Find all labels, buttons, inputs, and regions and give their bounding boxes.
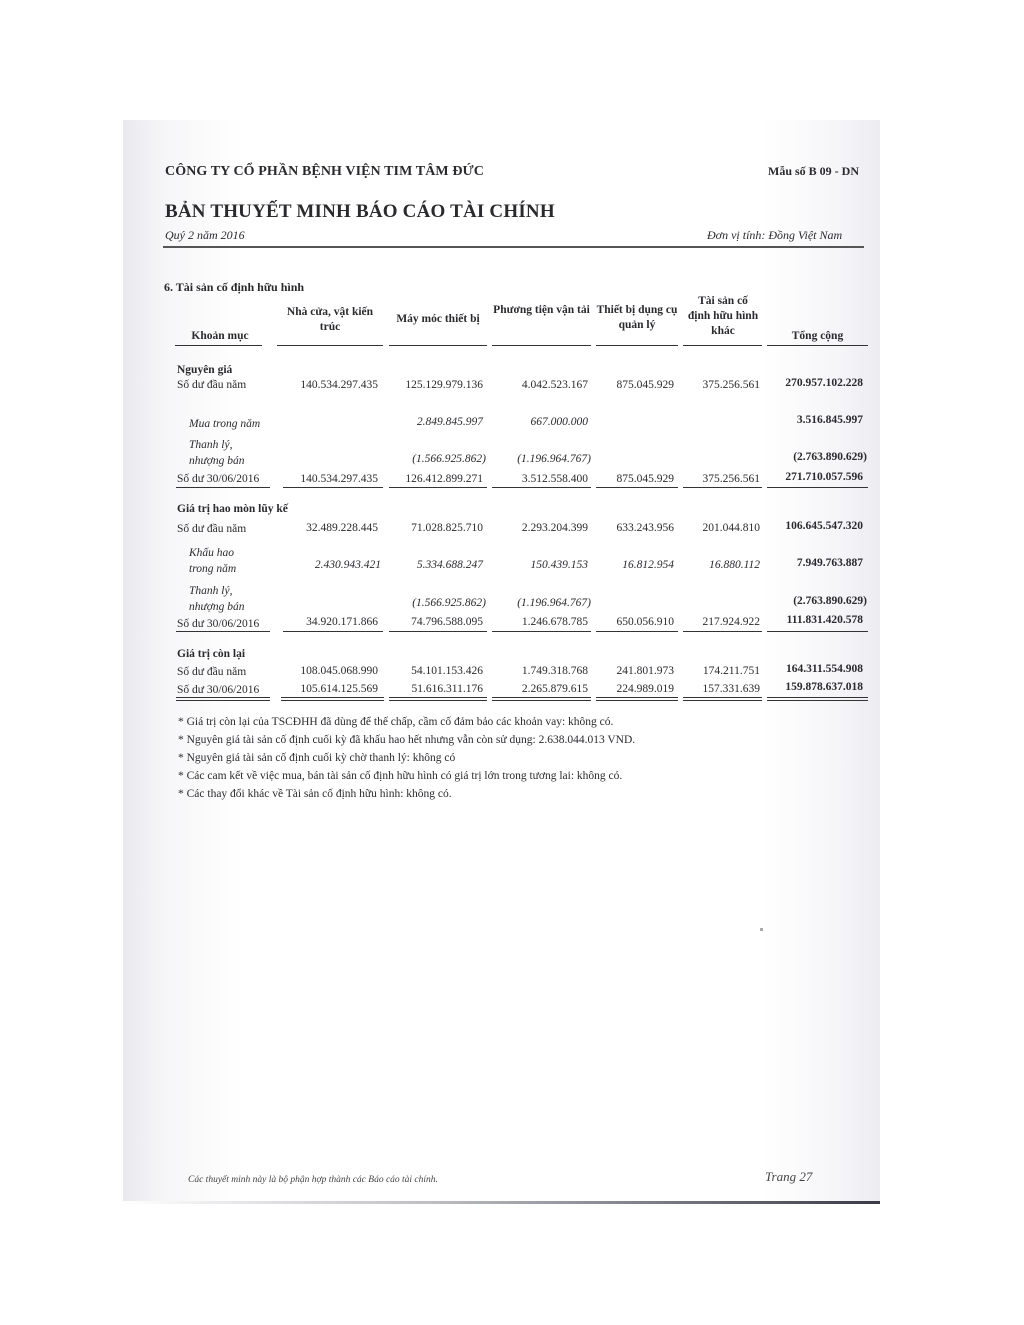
cell-machinery: (1.566.925.862) [412, 597, 486, 609]
group-title-cost: Nguyên giá [177, 364, 233, 376]
cell-machinery: 71.028.825.710 [411, 522, 483, 534]
cell-machinery: 126.412.899.271 [405, 473, 483, 485]
cell-vehicles: 1.749.318.768 [521, 665, 588, 677]
double-underline [389, 697, 487, 701]
report-period: Quý 2 năm 2016 [165, 228, 245, 242]
row-label: Số dư 30/06/2016 [177, 618, 260, 630]
row-underline [596, 631, 678, 632]
cell-other-assets: 16.880.112 [709, 559, 760, 571]
group-title-depreciation: Giá trị hao mòn lũy kế [177, 503, 288, 515]
cell-machinery: 2.849.845.997 [416, 416, 483, 428]
row-underline [283, 631, 383, 632]
cell-total: 7.949.763.887 [796, 557, 863, 569]
note-item: * Giá trị còn lại của TSCĐHH đã dùng để thế chấp, cầm cố đảm bảo các khoản vay: không có. [178, 716, 614, 728]
col-header-buildings: Nhà cửa, vật kiến trúc [286, 306, 374, 333]
cell-machinery: (1.566.925.862) [412, 453, 486, 465]
cell-vehicles: 2.265.879.615 [521, 683, 588, 695]
note-item: * Các cam kết về việc mua, bán tài sản cố định hữu hình có giá trị lớn trong tương lai: không có. [178, 770, 623, 782]
cell-other-assets: 375.256.561 [702, 473, 760, 485]
header-underline [767, 345, 868, 346]
row-label: Số dư đầu năm [177, 379, 247, 391]
col-header-item: Khoản mục [191, 330, 249, 342]
col-header-office-equipment: Thiết bị dụng cụ quản lý [596, 304, 678, 331]
row-label: Số dư 30/06/2016 [177, 684, 260, 696]
cell-total: 159.878.637.018 [785, 681, 863, 693]
double-underline [492, 697, 591, 701]
col-header-total: Tổng cộng [791, 330, 844, 342]
cell-machinery: 54.101.153.426 [411, 665, 483, 677]
row-underline [596, 487, 678, 488]
row-underline [683, 631, 762, 632]
cell-other-assets: 217.924.922 [702, 616, 760, 628]
cell-office-equipment: 650.056.910 [616, 616, 674, 628]
col-header-machinery: Máy móc thiết bị [396, 313, 480, 325]
cell-vehicles: 667.000.000 [530, 416, 588, 428]
header-underline [596, 345, 678, 346]
header-underline [492, 345, 591, 346]
row-label-line2: nhượng bán [189, 601, 245, 613]
cell-total: 271.710.057.596 [785, 471, 863, 483]
cell-office-equipment: 633.243.956 [616, 522, 674, 534]
cell-vehicles: 150.439.153 [530, 559, 588, 571]
row-underline [176, 487, 270, 488]
form-number: Mẫu số B 09 - DN [768, 164, 860, 178]
cell-office-equipment: 16.812.954 [622, 559, 674, 571]
row-underline [767, 631, 868, 632]
double-underline [767, 697, 868, 701]
cell-office-equipment: 224.989.019 [616, 683, 674, 695]
cell-vehicles: 2.293.204.399 [521, 522, 588, 534]
col-header-vehicles: Phương tiện vận tải [493, 304, 590, 316]
header-underline [277, 345, 383, 346]
cell-buildings: 108.045.068.990 [300, 665, 378, 677]
cell-total: 106.645.547.320 [785, 520, 863, 532]
row-label: Số dư đầu năm [177, 666, 247, 678]
row-underline [389, 631, 487, 632]
cell-total: (2.763.890.629) [793, 595, 867, 607]
row-label: Số dư đầu năm [177, 523, 247, 535]
cell-buildings: 105.614.125.569 [300, 683, 378, 695]
section-title: 6. Tài sản cố định hữu hình [164, 280, 305, 294]
page-edge-shadow [123, 1201, 880, 1204]
header-underline [175, 345, 262, 346]
header-rule [163, 246, 864, 248]
note-item: * Nguyên giá tài sản cố định cuối kỳ đã khấu hao hết nhưng vẫn còn sử dụng: 2.638.044.013 VND. [178, 734, 636, 746]
col-header-other-assets: Tài sản cố định hữu hình khác [687, 295, 759, 337]
footer-note: Các thuyết minh này là bộ phận hợp thành các Báo cáo tài chính. [188, 1175, 438, 1185]
row-label-line2: nhượng bán [189, 455, 245, 467]
row-label: Số dư 30/06/2016 [177, 473, 260, 485]
cell-vehicles: (1.196.964.767) [517, 597, 591, 609]
row-label-line2: trong năm [189, 563, 237, 575]
row-underline [683, 487, 762, 488]
row-label-line1: Thanh lý, [189, 585, 233, 597]
double-underline [176, 697, 270, 701]
cell-vehicles: 3.512.558.400 [521, 473, 588, 485]
cell-total: (2.763.890.629) [793, 451, 867, 463]
cell-vehicles: 1.246.678.785 [521, 616, 588, 628]
row-underline [492, 631, 591, 632]
cell-buildings: 140.534.297.435 [300, 473, 378, 485]
double-underline [596, 697, 678, 701]
cell-buildings: 2.430.943.421 [314, 559, 381, 571]
scan-speck [760, 928, 763, 931]
group-title-net-value: Giá trị còn lại [177, 648, 246, 660]
row-label: Mua trong năm [189, 418, 261, 430]
cell-machinery: 125.129.979.136 [405, 379, 483, 391]
row-underline [492, 487, 591, 488]
header-underline [389, 345, 487, 346]
cell-buildings: 140.534.297.435 [300, 379, 378, 391]
cell-buildings: 32.489.228.445 [306, 522, 378, 534]
cell-other-assets: 157.331.639 [702, 683, 760, 695]
cell-machinery: 74.796.588.095 [411, 616, 483, 628]
cell-total: 111.831.420.578 [786, 614, 863, 626]
cell-other-assets: 201.044.810 [702, 522, 760, 534]
cell-office-equipment: 241.801.973 [616, 665, 674, 677]
cell-machinery: 51.616.311.176 [411, 683, 483, 695]
cell-other-assets: 174.211.751 [702, 665, 760, 677]
cell-machinery: 5.334.688.247 [416, 559, 483, 571]
header-underline [683, 345, 762, 346]
note-item: * Các thay đổi khác về Tài sản cố định hữu hình: không có. [178, 788, 452, 800]
company-name: CÔNG TY CỔ PHẦN BỆNH VIỆN TIM TÂM ĐỨC [165, 164, 484, 179]
row-underline [767, 487, 868, 488]
document-title: BẢN THUYẾT MINH BÁO CÁO TÀI CHÍNH [165, 201, 555, 222]
cell-total: 270.957.102.228 [785, 377, 863, 389]
double-underline [683, 697, 762, 701]
cell-office-equipment: 875.045.929 [616, 379, 674, 391]
cell-vehicles: (1.196.964.767) [517, 453, 591, 465]
cell-other-assets: 375.256.561 [702, 379, 760, 391]
double-underline [281, 697, 384, 701]
cell-buildings: 34.920.171.866 [306, 616, 378, 628]
currency-unit: Đơn vị tính: Đồng Việt Nam [707, 228, 843, 242]
row-underline [389, 487, 487, 488]
cell-total: 164.311.554.908 [786, 663, 863, 675]
row-label-line1: Khấu hao [189, 547, 235, 559]
page-number: Trang 27 [765, 1169, 813, 1184]
cell-vehicles: 4.042.523.167 [521, 379, 588, 391]
row-underline [283, 487, 383, 488]
row-label-line1: Thanh lý, [189, 439, 233, 451]
cell-total: 3.516.845.997 [796, 414, 863, 426]
row-underline [176, 631, 270, 632]
cell-office-equipment: 875.045.929 [616, 473, 674, 485]
note-item: * Nguyên giá tài sản cố định cuối kỳ chờ thanh lý: không có [178, 752, 456, 764]
